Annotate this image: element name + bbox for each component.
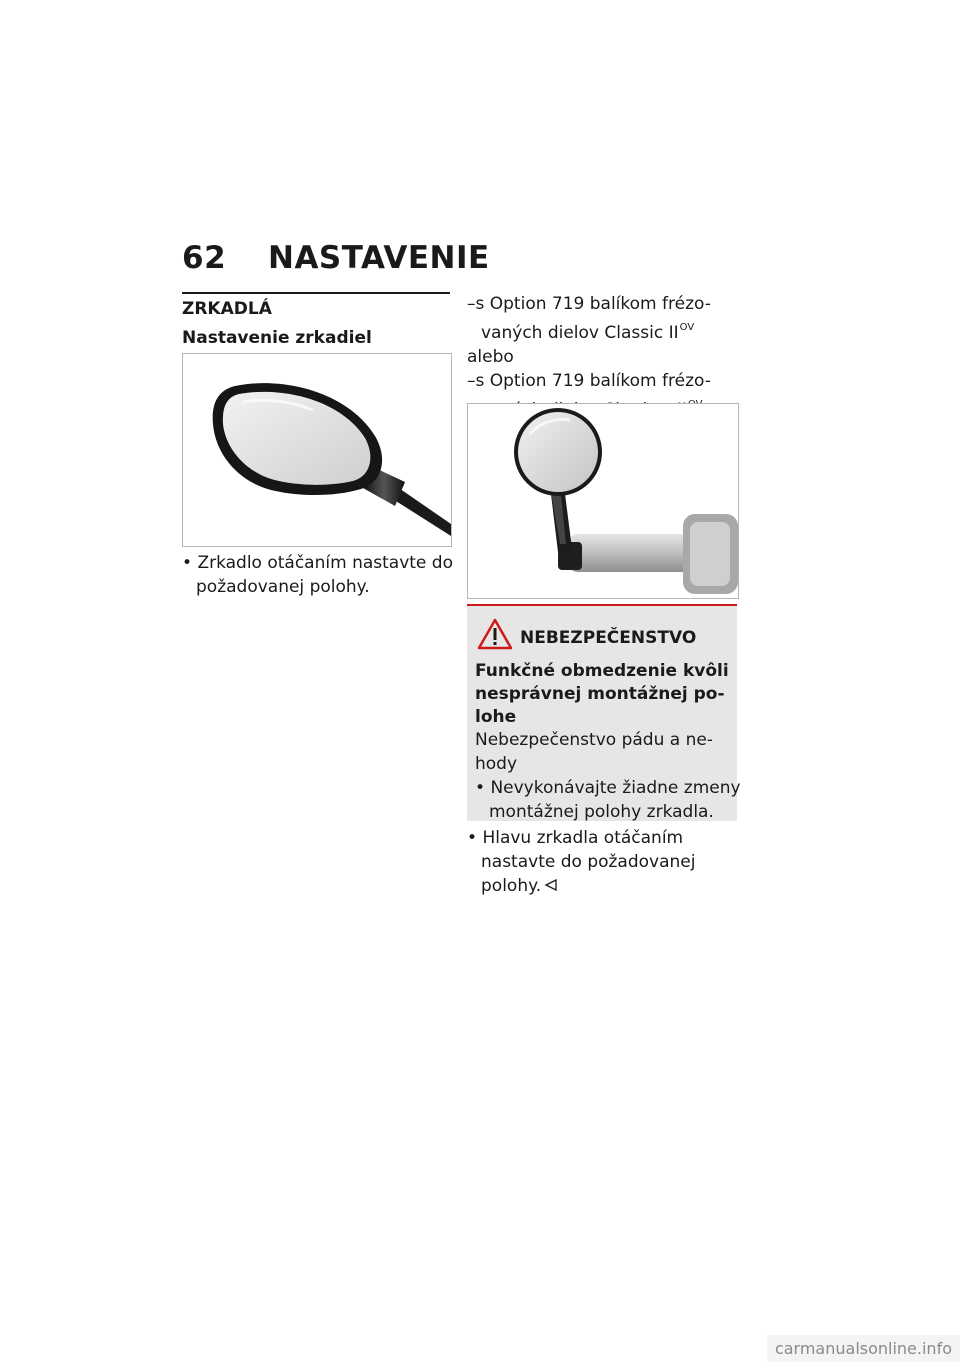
page-header: [182, 240, 490, 276]
option-classic: –s Option 719 balíkom frézo-: [467, 294, 711, 314]
warning-bullet: • Nevykonávajte žiadne zmeny: [475, 778, 741, 798]
bar-end-mirror-illustration: [468, 404, 738, 598]
footer-watermark[interactable]: carmanualsonline.info: [767, 1335, 960, 1362]
warning-title: NEBEZPEČENSTVO: [520, 628, 697, 648]
step-rotate-mirror: • Zrkadlo otáčaním nastavte do požadovanej polohy.: [182, 553, 453, 597]
page-number: 62: [182, 240, 227, 276]
or-text: alebo: [467, 347, 514, 367]
option-list: –s Option 719 balíkom frézo- vaných dielov Classic $II^{OV}$ alebo –s Option 719 balíkom frézo-: [467, 292, 711, 422]
bullet-icon: •: [182, 553, 193, 573]
section-title: ZRKADLÁ: [182, 299, 272, 319]
subsection-title: Nastavenie zrkadiel: [182, 328, 372, 348]
end-of-section-icon: [544, 878, 558, 892]
warning-heading: Funkčné obmedzenie kvôli nesprávnej montážnej po- lohe: [475, 661, 729, 727]
warning-triangle-icon: [477, 618, 513, 650]
step-rotate-mirror-head: • Hlavu zrkadla otáčaním nastavte do požadovanej polohy.: [467, 828, 696, 896]
section-divider: [182, 292, 450, 294]
bullet-icon: •: [467, 828, 478, 848]
ov-mark: OV: [679, 322, 695, 333]
mirror-photo: [182, 353, 452, 547]
chapter-title: NASTAVENIE: [268, 240, 490, 276]
option-shadow: –s Option 719 balíkom frézo-: [467, 371, 711, 391]
warning-body: Nebezpečenstvo pádu a ne- hody • Nevykonávajte žiadne zmeny montážnej polohy zrkadla.: [475, 730, 741, 822]
dash-icon: –: [467, 371, 476, 391]
bar-end-mirror-photo: [467, 403, 739, 599]
bullet-icon: •: [475, 778, 486, 798]
mirror-illustration: [183, 354, 451, 546]
dash-icon: –: [467, 294, 476, 314]
